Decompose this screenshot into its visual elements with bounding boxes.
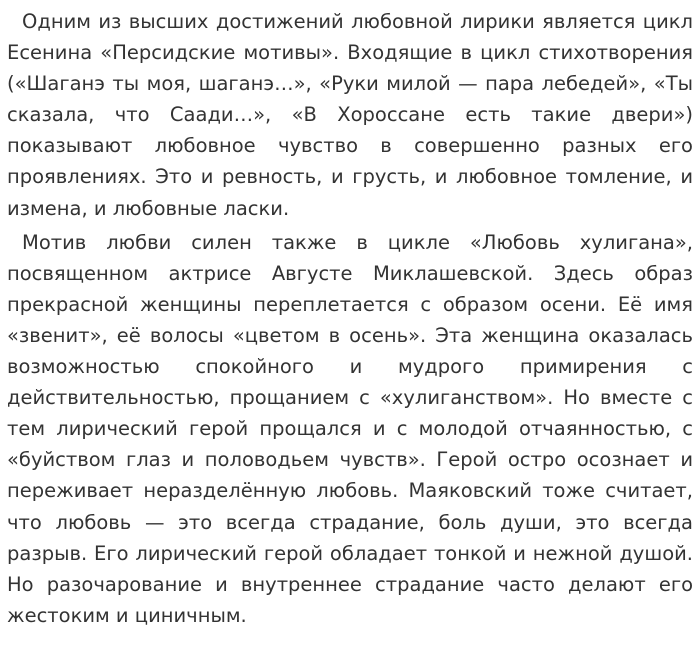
- paragraph: Мотив любви силен также в цикле «Любовь хулигана», посвященном актрисе Августе Миклашевской. Здесь образ прекрасной женщины переплетается с образом осени. Её имя «звенит», её волосы «цветом в осень». Эта женщина оказалась возможностью спокойного и мудрого примирения с действительностью, прощанием с «хулиганством». Но вместе с тем лирический герой прощался и с молодой отчаянностью, с «буйством глаз и половодьем чувств». Герой остро осознает и переживает неразделённую любовь. Маяковский тоже считает, что любовь — это всегда страдание, боль души, это всегда разрыв. Его лирический герой обладает тонкой и нежной душой. Но разочарование и внутреннее страдание часто делают его жестоким и циничным.: [7, 230, 693, 627]
- paragraph: Одним из высших достижений любовной лирики является цикл Есенина «Персидские мотивы». Входящие в цикл стихотворения («Шаганэ ты моя, шаганэ…», «Руки милой — пара лебедей», «Ты сказала, что Саади…», «В Хороссане есть такие двери») показывают любовное чувство в совершенно разных его проявлениях. Это и ревность, и грусть, и любовное томление, и измена, и любовные ласки.: [7, 10, 693, 220]
- article-body: [7, 6, 693, 631]
